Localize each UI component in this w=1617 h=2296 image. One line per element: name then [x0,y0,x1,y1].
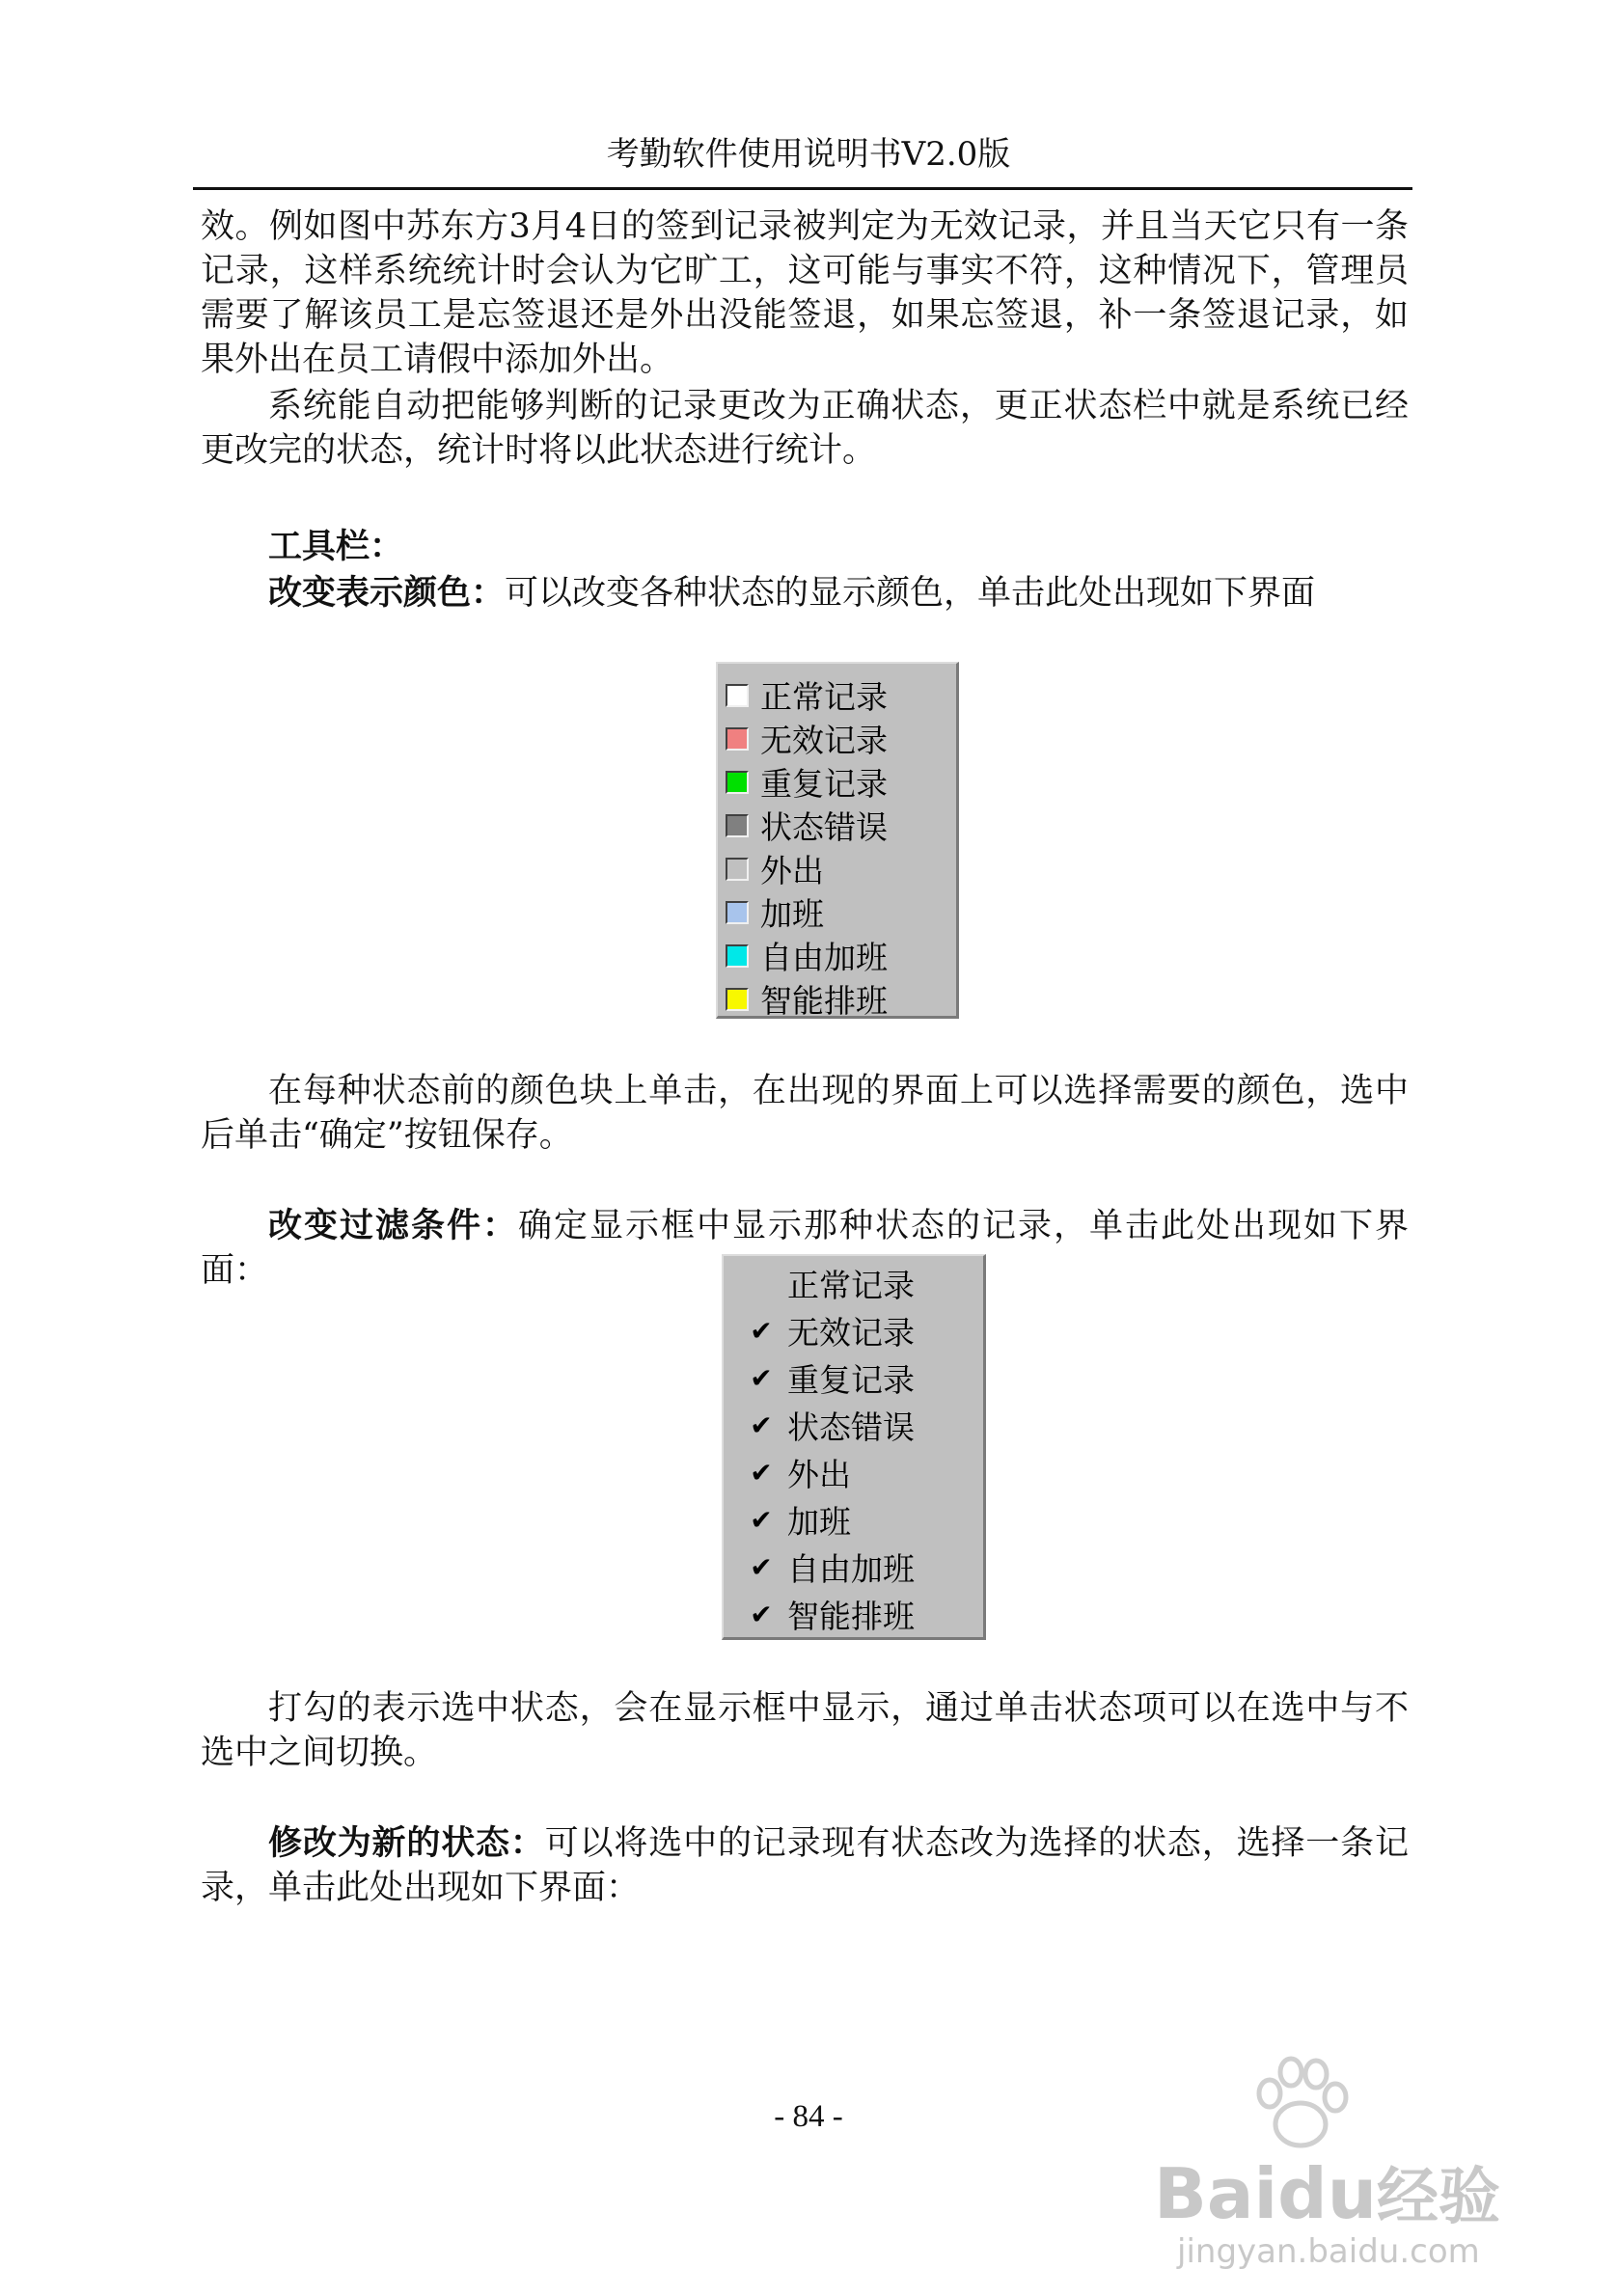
color-legend-label: 状态错误 [760,808,888,846]
color-legend-label: 自由加班 [760,939,888,976]
toolbar-heading: 工具栏： [268,527,404,566]
checkmark-icon: ✔ [750,1599,773,1630]
checkmark-icon: ✔ [750,1362,773,1394]
filter-menu-label: 自由加班 [787,1550,915,1588]
watermark-url: jingyan.baidu.com [1177,2232,1480,2271]
filter-menu-item[interactable] [724,1449,983,1496]
paragraph-color-click: 在每种状态前的颜色块上单击，在出现的界面上可以选择需要的颜色，选中后单击“确定”按钮保存。 [201,1072,1409,1155]
color-legend-item [718,760,956,804]
change-color-label: 改变表示颜色： [268,573,506,613]
color-legend-label: 加班 [760,895,824,933]
checkmark-icon: ✔ [750,1409,773,1441]
color-legend-label: 智能排班 [760,982,888,1020]
color-legend-item [718,673,956,717]
color-swatch[interactable] [726,684,749,707]
watermark-brand: Baidu经验 [1154,2153,1500,2234]
color-swatch[interactable] [726,944,749,968]
filter-menu-label: 正常记录 [787,1267,915,1304]
filter-menu-label: 加班 [787,1503,851,1541]
color-legend-item [718,934,956,977]
checkmark-icon: ✔ [750,1315,773,1347]
page-number: - 84 - [774,2099,843,2134]
change-filter-text: 确定显示框中显示那种状态的记录，单击此处出现如下界面： [201,1207,1409,1290]
paragraph-checked-state: 打勾的表示选中状态，会在显示框中显示，通过单击状态项可以在选中与不选中之间切换。 [201,1689,1409,1772]
color-swatch[interactable] [726,771,749,794]
filter-menu-label: 重复记录 [787,1361,915,1399]
filter-menu-label: 状态错误 [787,1408,915,1446]
change-color-text: 可以改变各种状态的显示颜色，单击此处出现如下界面 [505,574,1316,613]
paragraph-modify-state [201,1821,1409,1910]
page-header-title: 考勤软件使用说明书V2.0版 [606,135,1011,174]
modify-state-label: 修改为新的状态： [268,1823,545,1863]
modify-state-text: 可以将选中的记录现有状态改为选择的状态，选择一条记录，单击此处出现如下界面： [201,1824,1409,1907]
color-legend-item [718,717,956,760]
color-legend-panel [716,662,959,1019]
filter-menu-label: 智能排班 [787,1598,915,1635]
color-legend-item [718,890,956,934]
color-swatch[interactable] [726,814,749,837]
filter-menu-item[interactable] [724,1402,983,1449]
baidu-watermark [1154,2055,1540,2277]
color-legend-label: 无效记录 [760,722,888,759]
paragraph-auto-correct: 系统能自动把能够判断的记录更改为正确状态，更正状态栏中就是系统已经更改完的状态，统计时将以此状态进行统计。 [201,387,1409,470]
filter-menu-panel [722,1254,986,1640]
filter-menu-item[interactable] [724,1260,983,1307]
paragraph-change-color [201,571,1409,615]
color-swatch[interactable] [726,901,749,924]
color-legend-item [718,804,956,847]
color-legend-label: 外出 [760,852,824,889]
filter-menu-label: 无效记录 [787,1314,915,1352]
header-rule [193,187,1412,190]
filter-menu-item[interactable] [724,1354,983,1402]
color-swatch[interactable] [726,858,749,881]
checkmark-icon: ✔ [750,1457,773,1489]
checkmark-icon: ✔ [750,1504,773,1536]
filter-menu-item[interactable] [724,1307,983,1354]
filter-menu-item[interactable] [724,1591,983,1638]
color-legend-label: 重复记录 [760,765,888,803]
color-legend-label: 正常记录 [760,678,888,716]
filter-menu-item[interactable] [724,1496,983,1544]
filter-menu-item[interactable] [724,1544,983,1591]
color-legend-item [718,977,956,1021]
color-swatch[interactable] [726,988,749,1011]
baidu-paw-icon [1243,2055,1358,2161]
paragraph-invalid-record: 效。例如图中苏东方3月4日的签到记录被判定为无效记录，并且当天它只有一条记录，这样系统统计时会认为它旷工，这可能与事实不符，这种情况下，管理员需要了解该员工是忘签退还是外出没能签退，如果忘签退，补一条签退记录，如果外出在员工请假中添加外出。 [201,207,1409,379]
color-legend-item [718,847,956,890]
filter-menu-label: 外出 [787,1456,851,1493]
checkmark-icon: ✔ [750,1551,773,1583]
change-filter-label: 改变过滤条件： [268,1206,518,1245]
color-swatch[interactable] [726,727,749,751]
